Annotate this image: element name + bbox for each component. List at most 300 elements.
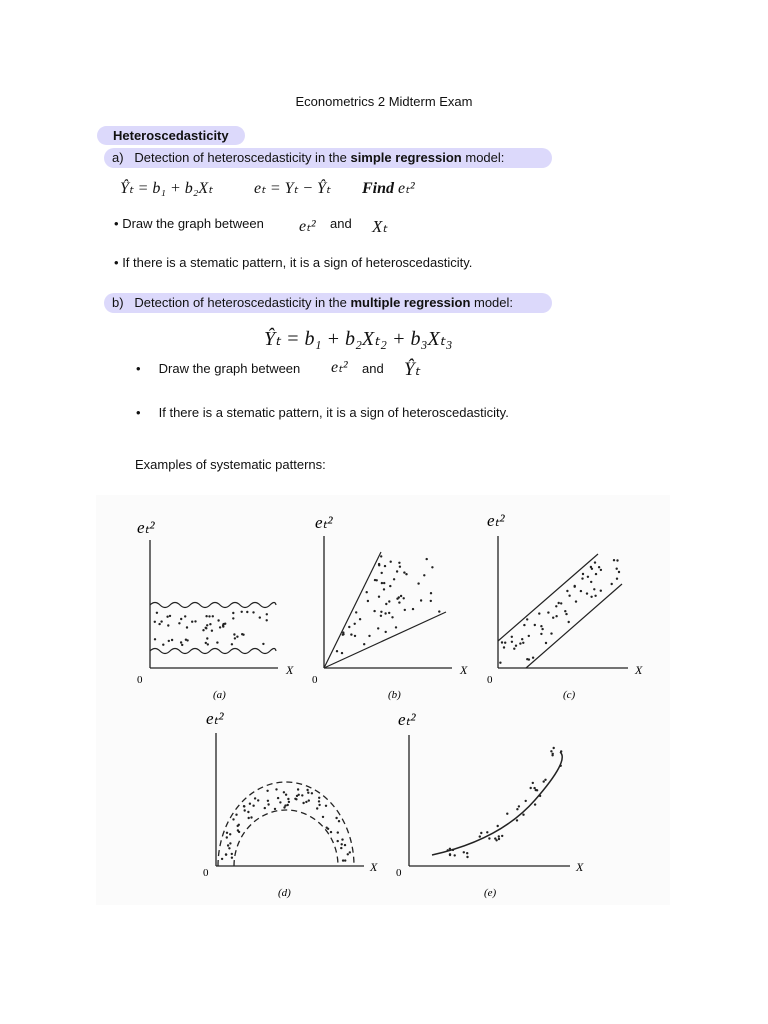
stipple-dot bbox=[591, 568, 593, 570]
stipple-dot bbox=[590, 596, 592, 598]
stipple-dot bbox=[336, 650, 338, 652]
stipple-dot bbox=[574, 586, 576, 588]
stipple-dot bbox=[519, 642, 521, 644]
x-axis-label: X bbox=[460, 663, 468, 677]
part-b-text-pre: Detection of heteroscedasticity in the bbox=[134, 295, 351, 310]
stipple-dot bbox=[221, 858, 223, 860]
stipple-dot bbox=[156, 612, 158, 614]
panel-label: (c) bbox=[563, 689, 576, 701]
stipple-dot bbox=[205, 627, 207, 629]
stipple-dot bbox=[246, 611, 248, 613]
stipple-dot bbox=[511, 636, 513, 638]
stipple-dot bbox=[166, 616, 168, 618]
stipple-dot bbox=[618, 571, 620, 573]
stipple-dot bbox=[354, 623, 356, 625]
part-a-bullet-1-var2: Xₜ bbox=[372, 217, 388, 236]
panel-label: (a) bbox=[213, 689, 226, 701]
stipple-dot bbox=[535, 789, 537, 791]
stipple-dot bbox=[560, 765, 562, 767]
stipple-dot bbox=[232, 617, 234, 619]
stipple-dot bbox=[237, 825, 239, 827]
stipple-dot bbox=[318, 800, 320, 802]
stipple-dot bbox=[616, 559, 618, 561]
stipple-dot bbox=[184, 615, 186, 617]
stipple-dot bbox=[516, 819, 518, 821]
stipple-dot bbox=[194, 620, 196, 622]
stipple-dot bbox=[208, 615, 210, 617]
stipple-dot bbox=[518, 805, 520, 807]
stipple-dot bbox=[178, 622, 180, 624]
stipple-dot bbox=[250, 816, 252, 818]
stipple-dot bbox=[393, 578, 395, 580]
stipple-dot bbox=[494, 837, 496, 839]
stipple-dot bbox=[449, 853, 451, 855]
stipple-dot bbox=[503, 646, 505, 648]
stipple-dot bbox=[205, 642, 207, 644]
stipple-dot bbox=[581, 577, 583, 579]
stipple-dot bbox=[337, 840, 339, 842]
stipple-dot bbox=[212, 615, 214, 617]
stipple-dot bbox=[486, 831, 488, 833]
stipple-dot bbox=[587, 576, 589, 578]
part-b-bullet-1 bbox=[136, 361, 300, 376]
stipple-dot bbox=[257, 799, 259, 801]
stipple-dot bbox=[580, 590, 582, 592]
part-b-line bbox=[112, 295, 513, 310]
stipple-dot bbox=[231, 857, 233, 859]
stipple-dot bbox=[565, 613, 567, 615]
stipple-dot bbox=[616, 568, 618, 570]
stipple-dot bbox=[558, 602, 560, 604]
stipple-dot bbox=[390, 561, 392, 563]
section-heading: Heteroscedasticity bbox=[113, 128, 229, 143]
stipple-dot bbox=[247, 811, 249, 813]
stipple-dot bbox=[501, 641, 503, 643]
stipple-dot bbox=[466, 852, 468, 854]
stipple-dot bbox=[231, 643, 233, 645]
x-axis-label: X bbox=[370, 860, 378, 874]
stipple-dot bbox=[586, 592, 588, 594]
stipple-dot bbox=[532, 782, 534, 784]
stipple-dot bbox=[423, 574, 425, 576]
stipple-dot bbox=[560, 750, 562, 752]
stipple-dot bbox=[388, 612, 390, 614]
stipple-dot bbox=[262, 643, 264, 645]
stipple-dot bbox=[373, 610, 375, 612]
stipple-dot bbox=[347, 853, 349, 855]
part-a-line bbox=[112, 150, 504, 165]
stipple-dot bbox=[380, 611, 382, 613]
stipple-dot bbox=[543, 780, 545, 782]
part-a-text-bold: simple regression bbox=[350, 150, 462, 165]
stipple-dot bbox=[222, 625, 224, 627]
stipple-dot bbox=[241, 611, 243, 613]
stipple-dot bbox=[522, 814, 524, 816]
part-a-bullet-1 bbox=[114, 216, 264, 231]
stipple-dot bbox=[540, 625, 542, 627]
stipple-dot bbox=[384, 565, 386, 567]
stipple-dot bbox=[568, 621, 570, 623]
stipple-dot bbox=[403, 597, 405, 599]
stipple-dot bbox=[154, 621, 156, 623]
stipple-dot bbox=[521, 638, 523, 640]
stipple-dot bbox=[385, 603, 387, 605]
stipple-dot bbox=[380, 555, 382, 557]
stipple-dot bbox=[598, 566, 600, 568]
stipple-dot bbox=[547, 611, 549, 613]
stipple-dot bbox=[186, 626, 188, 628]
y-axis-label: eₜ² bbox=[137, 518, 155, 537]
stipple-dot bbox=[398, 596, 400, 598]
stipple-dot bbox=[283, 806, 285, 808]
stipple-dot bbox=[430, 592, 432, 594]
y-axis-label: eₜ² bbox=[206, 709, 224, 728]
part-a-bullet-1-var1: eₜ² bbox=[299, 218, 316, 235]
equation-find bbox=[362, 178, 415, 198]
stipple-dot bbox=[526, 618, 528, 620]
stipple-dot bbox=[611, 583, 613, 585]
panel-label: (b) bbox=[388, 689, 401, 701]
equation-fitted: Ŷₜ = b₁ + b₂Xₜ bbox=[120, 180, 213, 197]
stipple-dot bbox=[167, 624, 169, 626]
stipple-dot bbox=[180, 618, 182, 620]
stipple-dot bbox=[534, 803, 536, 805]
stipple-dot bbox=[398, 562, 400, 564]
stipple-dot bbox=[395, 626, 397, 628]
origin-label: 0 bbox=[203, 867, 209, 879]
stipple-dot bbox=[288, 801, 290, 803]
stipple-dot bbox=[376, 579, 378, 581]
stipple-dot bbox=[202, 629, 204, 631]
stipple-dot bbox=[168, 640, 170, 642]
y-axis-label: eₜ² bbox=[487, 511, 505, 530]
stipple-dot bbox=[526, 658, 528, 660]
stipple-dot bbox=[326, 827, 328, 829]
stipple-dot bbox=[294, 798, 296, 800]
stipple-dot bbox=[384, 612, 386, 614]
stipple-dot bbox=[552, 617, 554, 619]
stipple-dot bbox=[341, 838, 343, 840]
stipple-dot bbox=[430, 600, 432, 602]
stipple-dot bbox=[162, 644, 164, 646]
stipple-dot bbox=[318, 797, 320, 799]
stipple-dot bbox=[285, 794, 287, 796]
stipple-dot bbox=[516, 808, 518, 810]
stipple-dot bbox=[348, 626, 350, 628]
stipple-dot bbox=[275, 788, 277, 790]
stipple-dot bbox=[515, 645, 517, 647]
origin-label: 0 bbox=[312, 674, 318, 686]
x-axis-label: X bbox=[635, 663, 643, 677]
bullet-text: If there is a stematic pattern, it is a sign of heteroscedasticity. bbox=[158, 405, 509, 420]
stipple-dot bbox=[366, 591, 368, 593]
stipple-dot bbox=[226, 832, 228, 834]
stipple-dot bbox=[338, 820, 340, 822]
stipple-dot bbox=[454, 854, 456, 856]
y-axis-label: eₜ² bbox=[398, 710, 416, 729]
stipple-dot bbox=[363, 643, 365, 645]
stipple-dot bbox=[181, 644, 183, 646]
stipple-dot bbox=[191, 621, 193, 623]
stipple-dot bbox=[545, 642, 547, 644]
stipple-dot bbox=[595, 573, 597, 575]
stipple-dot bbox=[480, 832, 482, 834]
bullet-text: Draw the graph between bbox=[158, 361, 301, 376]
part-b-bullet-1-and: and bbox=[362, 361, 384, 376]
stipple-dot bbox=[590, 581, 592, 583]
stipple-dot bbox=[532, 657, 534, 659]
stipple-dot bbox=[466, 856, 468, 858]
y-axis-label: eₜ² bbox=[315, 513, 333, 532]
stipple-dot bbox=[403, 571, 405, 573]
stipple-dot bbox=[236, 636, 238, 638]
stipple-dot bbox=[616, 578, 618, 580]
stipple-dot bbox=[241, 633, 243, 635]
part-b-bullet-1-var1: eₜ² bbox=[331, 359, 348, 376]
stipple-dot bbox=[171, 639, 173, 641]
stipple-dot bbox=[337, 831, 339, 833]
stipple-dot bbox=[233, 633, 235, 635]
stipple-dot bbox=[209, 623, 211, 625]
bullet-text: Draw the graph between bbox=[122, 216, 264, 231]
stipple-dot bbox=[311, 792, 313, 794]
stipple-dot bbox=[318, 804, 320, 806]
stipple-dot bbox=[243, 805, 245, 807]
stipple-dot bbox=[344, 859, 346, 861]
stipple-dot bbox=[340, 847, 342, 849]
stipple-dot bbox=[354, 635, 356, 637]
stipple-dot bbox=[248, 817, 250, 819]
part-b-text-post: model: bbox=[470, 295, 514, 310]
stipple-dot bbox=[582, 573, 584, 575]
stipple-dot bbox=[452, 849, 454, 851]
stipple-dot bbox=[555, 615, 557, 617]
stipple-dot bbox=[274, 808, 276, 810]
stipple-dot bbox=[160, 620, 162, 622]
stipple-dot bbox=[391, 616, 393, 618]
origin-label: 0 bbox=[487, 674, 493, 686]
stipple-dot bbox=[417, 582, 419, 584]
stipple-dot bbox=[523, 624, 525, 626]
stipple-dot bbox=[306, 789, 308, 791]
stipple-dot bbox=[552, 753, 554, 755]
stipple-dot bbox=[506, 813, 508, 815]
stipple-dot bbox=[613, 559, 615, 561]
page-title: Econometrics 2 Midterm Exam bbox=[295, 94, 473, 109]
stipple-dot bbox=[350, 633, 352, 635]
stipple-dot bbox=[154, 638, 156, 640]
stipple-dot bbox=[368, 635, 370, 637]
stipple-dot bbox=[297, 788, 299, 790]
stipple-dot bbox=[359, 618, 361, 620]
stipple-dot bbox=[264, 807, 266, 809]
stipple-dot bbox=[564, 610, 566, 612]
stipple-dot bbox=[206, 637, 208, 639]
stipple-dot bbox=[501, 835, 503, 837]
examples-label: Examples of systematic patterns: bbox=[135, 457, 326, 472]
stipple-dot bbox=[355, 611, 357, 613]
stipple-dot bbox=[463, 851, 465, 853]
stipple-dot bbox=[553, 747, 555, 749]
stipple-dot bbox=[296, 795, 298, 797]
bullet-text: If there is a stematic pattern, it is a sign of heteroscedasticity. bbox=[122, 255, 473, 270]
stipple-dot bbox=[225, 853, 227, 855]
stipple-dot bbox=[283, 791, 285, 793]
stipple-dot bbox=[308, 799, 310, 801]
stipple-dot bbox=[227, 844, 229, 846]
stipple-dot bbox=[378, 596, 380, 598]
stipple-dot bbox=[169, 615, 171, 617]
stipple-dot bbox=[431, 566, 433, 568]
stipple-dot bbox=[594, 595, 596, 597]
stipple-dot bbox=[207, 643, 209, 645]
stipple-dot bbox=[504, 642, 506, 644]
stipple-dot bbox=[538, 612, 540, 614]
stipple-dot bbox=[396, 570, 398, 572]
stipple-dot bbox=[211, 630, 213, 632]
stipple-dot bbox=[238, 831, 240, 833]
stipple-dot bbox=[593, 588, 595, 590]
stipple-dot bbox=[438, 610, 440, 612]
part-b-marker: b) bbox=[112, 295, 124, 310]
stipple-dot bbox=[341, 843, 343, 845]
stipple-dot bbox=[479, 835, 481, 837]
stipple-dot bbox=[252, 611, 254, 613]
stipple-dot bbox=[224, 623, 226, 625]
stipple-dot bbox=[498, 835, 500, 837]
bullet-dot: • bbox=[114, 216, 119, 231]
stipple-dot bbox=[185, 639, 187, 641]
stipple-dot bbox=[228, 847, 230, 849]
find-var: eₜ² bbox=[398, 180, 415, 197]
stipple-dot bbox=[341, 652, 343, 654]
stipple-dot bbox=[381, 572, 383, 574]
stipple-dot bbox=[342, 631, 344, 633]
stipple-dot bbox=[244, 809, 246, 811]
stipple-dot bbox=[541, 628, 543, 630]
stipple-dot bbox=[497, 825, 499, 827]
stipple-dot bbox=[499, 662, 501, 664]
stipple-dot bbox=[377, 627, 379, 629]
stipple-dot bbox=[381, 582, 383, 584]
stipple-dot bbox=[513, 648, 515, 650]
stipple-dot bbox=[325, 805, 327, 807]
stipple-dot bbox=[249, 803, 251, 805]
bullet-dot: • bbox=[136, 361, 141, 376]
stipple-dot bbox=[511, 641, 513, 643]
stipple-dot bbox=[330, 831, 332, 833]
stipple-dot bbox=[367, 600, 369, 602]
part-a-text-pre: Detection of heteroscedasticity in the bbox=[134, 150, 351, 165]
stipple-dot bbox=[389, 585, 391, 587]
stipple-dot bbox=[266, 619, 268, 621]
stipple-dot bbox=[398, 601, 400, 603]
stipple-dot bbox=[383, 582, 385, 584]
stipple-dot bbox=[539, 795, 541, 797]
stipple-dot bbox=[530, 787, 532, 789]
origin-label: 0 bbox=[137, 674, 143, 686]
stipple-dot bbox=[560, 602, 562, 604]
part-b-bullet-2 bbox=[136, 405, 509, 420]
stipple-dot bbox=[533, 787, 535, 789]
stipple-dot bbox=[302, 802, 304, 804]
heteroscedasticity-patterns-figure bbox=[0, 490, 768, 920]
stipple-dot bbox=[426, 558, 428, 560]
stipple-dot bbox=[550, 632, 552, 634]
stipple-dot bbox=[205, 615, 207, 617]
part-a-bullet-2 bbox=[114, 255, 472, 270]
stipple-dot bbox=[322, 816, 324, 818]
stipple-dot bbox=[279, 801, 281, 803]
stipple-dot bbox=[344, 844, 346, 846]
stipple-dot bbox=[404, 609, 406, 611]
part-a-marker: a) bbox=[112, 150, 124, 165]
stipple-dot bbox=[277, 797, 279, 799]
stipple-dot bbox=[600, 569, 602, 571]
part-a-text-post: model: bbox=[461, 150, 505, 165]
stipple-dot bbox=[449, 848, 451, 850]
stipple-dot bbox=[378, 564, 380, 566]
stipple-dot bbox=[385, 631, 387, 633]
stipple-dot bbox=[217, 619, 219, 621]
stipple-dot bbox=[420, 599, 422, 601]
panel-label: (e) bbox=[484, 887, 497, 899]
stipple-dot bbox=[498, 838, 500, 840]
stipple-dot bbox=[266, 613, 268, 615]
stipple-dot bbox=[267, 800, 269, 802]
origin-label: 0 bbox=[396, 867, 402, 879]
stipple-dot bbox=[254, 797, 256, 799]
stipple-dot bbox=[566, 590, 568, 592]
stipple-dot bbox=[307, 792, 309, 794]
stipple-dot bbox=[555, 605, 557, 607]
stipple-dot bbox=[252, 805, 254, 807]
stipple-dot bbox=[232, 612, 234, 614]
stipple-dot bbox=[219, 626, 221, 628]
stipple-dot bbox=[335, 817, 337, 819]
stipple-dot bbox=[267, 803, 269, 805]
equation-multiple: Ŷₜ = b₁ + b₂Xₜ₂ + b₃Xₜ₃ bbox=[264, 328, 453, 350]
part-b-text-bold: multiple regression bbox=[350, 295, 471, 310]
equation-residual: eₜ = Yₜ − Ŷₜ bbox=[254, 180, 331, 197]
stipple-dot bbox=[525, 800, 527, 802]
stipple-dot bbox=[287, 798, 289, 800]
stipple-dot bbox=[216, 641, 218, 643]
stipple-dot bbox=[287, 804, 289, 806]
stipple-dot bbox=[305, 801, 307, 803]
panel-label: (d) bbox=[278, 887, 291, 899]
stipple-dot bbox=[235, 814, 237, 816]
stipple-dot bbox=[600, 590, 602, 592]
stipple-dot bbox=[528, 635, 530, 637]
find-word: Find bbox=[362, 180, 395, 197]
stipple-dot bbox=[158, 623, 160, 625]
stipple-dot bbox=[540, 633, 542, 635]
stipple-dot bbox=[206, 624, 208, 626]
stipple-dot bbox=[180, 641, 182, 643]
stipple-dot bbox=[534, 624, 536, 626]
part-a-bullet-1-and: and bbox=[330, 216, 352, 231]
stipple-dot bbox=[380, 615, 382, 617]
stipple-dot bbox=[232, 818, 234, 820]
stipple-dot bbox=[231, 853, 233, 855]
stipple-dot bbox=[544, 779, 546, 781]
stipple-dot bbox=[400, 595, 402, 597]
stipple-dot bbox=[447, 849, 449, 851]
bullet-dot: • bbox=[114, 255, 119, 270]
stipple-dot bbox=[594, 561, 596, 563]
stipple-dot bbox=[412, 608, 414, 610]
